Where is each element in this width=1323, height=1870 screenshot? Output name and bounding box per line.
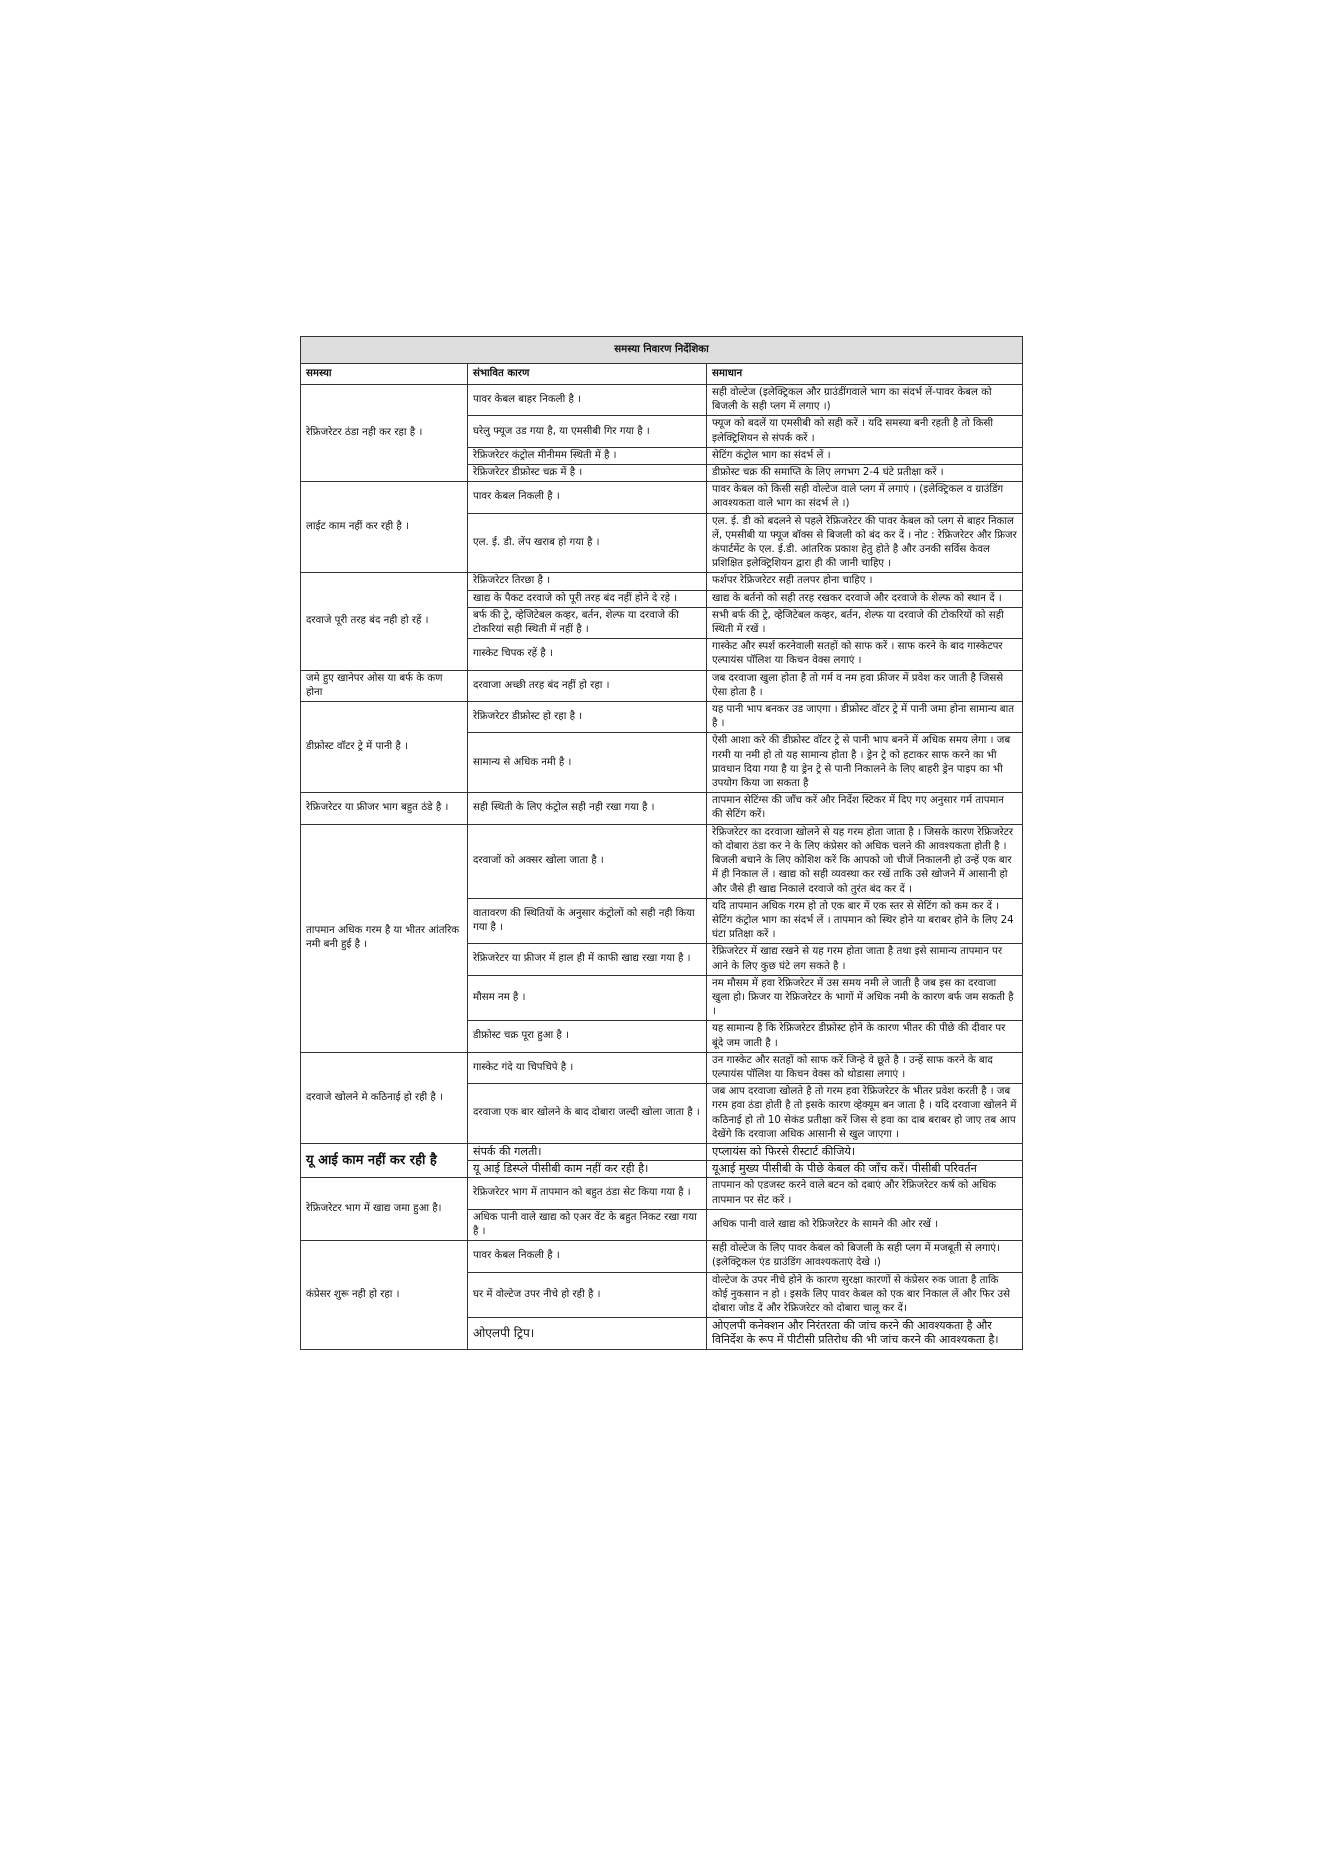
table-row xyxy=(301,573,1023,590)
cause-cell: ओएलपी ट्रिप। xyxy=(468,1318,707,1349)
cause-cell: रेफ्रिजरेटर भाग में तापमान को बहुत ठंडा सेट किया गया है । xyxy=(468,1178,707,1209)
solution-cell: सही वोल्टेज (इलेक्ट्रिकल और ग्राउंडींगवाले भाग का संदर्भ लें-पावर केबल को बिजली के सही प्लग में लगाए ।) xyxy=(707,385,1023,416)
problem-cell: रेफ्रिजरेटर या फ्रीजर भाग बहुत ठंडे है । xyxy=(301,793,468,824)
problem-cell: दरवाजे पूरी तरह बंद नही हो रहें । xyxy=(301,573,468,670)
solution-cell: पावर केबल को किसी सही वोल्टेज वाले प्लग में लगाएं । (इलेक्ट्रिकल व ग्राउंडिंग आवश्यकता वाले भाग का संदर्भ ले ।) xyxy=(707,482,1023,513)
solution-cell: यदि तापमान अधिक गरम हो तो एक बार में एक स्तर से सेटिंग को कम कर दें । सेटिंग कंट्रोल भाग का संदर्भ लें । तापमान को स्थिर होने या बराबर होने के लिए 24 घंटा प्रतिक्षा करें । xyxy=(707,898,1023,944)
solution-cell: सही वोल्टेज के लिए पावर केबल को बिजली के सही प्लग में मजबूती से लगाएं। (इलेक्ट्रिकल एंड ग्राउंडिंग आवश्यकताएं देखे ।) xyxy=(707,1241,1023,1272)
solution-cell: तापमान सेटिंग्स की जाँच करें और निर्देश स्टिकर में दिए गए अनुसार गर्म तापमान की सेटिंग करें। xyxy=(707,793,1023,824)
cause-cell: पावर केबल निकली है । xyxy=(468,1241,707,1272)
problem-cell: यू आई काम नहीं कर रही है xyxy=(301,1143,468,1177)
table-row xyxy=(301,482,1023,513)
problem-cell: डीफ्रोस्ट वॉटर ट्रे में पानी है । xyxy=(301,702,468,793)
problem-cell: रेफ्रिजरेटर भाग में खाद्य जमा हुआ है। xyxy=(301,1178,468,1241)
cause-cell: पावर केबल बाहर निकली है । xyxy=(468,385,707,416)
solution-cell: जब आप दरवाजा खोलते है तो गरम हवा रेफ्रिजरेटर के भीतर प्रवेश करती है । जब गरम हवा ठंडा होती है तो इसके कारण व्हेक्यूम बन जाता है । यदि दरवाजा खोलने में कठिनाई हो तो 10 सेकंड प्रतीक्षा करें जिस से हवा का दाब बराबर हो जाए तब आप देखेंगे कि दरवाजा अधिक आसानी से खुल जाएगा । xyxy=(707,1084,1023,1144)
solution-cell: यह पानी भाप बनकर उड जाएगा । डीफ्रोस्ट वॉटर ट्रे में पानी जमा होना सामान्य बात है । xyxy=(707,702,1023,733)
table-row xyxy=(301,1143,1023,1160)
problem-cell: जमे हुए खानेपर ओस या बर्फ के कण होना xyxy=(301,670,468,701)
solution-cell: ऐसी आशा करे की डीफ्रोस्ट वॉटर ट्रे से पानी भाप बनने में अधिक समय लेगा । जब गरमी या नमी हो तो यह सामान्य होता है । ड्रेन ट्रे को हटाकर साफ करने का भी प्रावधान दिया गया है या ड्रेन ट्रे से पानी निकालने के लिए बाहरी ड्रेन पाइप का भी उपयोग किया जा सकता है xyxy=(707,733,1023,793)
solution-cell: एप्लायंस को फिरसे रीस्टार्ट कीजिये। xyxy=(707,1143,1023,1160)
solution-cell: वोल्टेज के उपर नीचे होने के कारण सुरक्षा कारणों से कंप्रेसर रुक जाता है ताकि कोई नुकसान न हो । इसके लिए पावर केबल को एक बार निकाल लें और फिर उसे दोबारा जोड दें और रेफ्रिजरेटर को दोबारा चालू कर दें। xyxy=(707,1272,1023,1318)
cause-cell: रेफ्रिजरेटर डीफ्रोस्ट चक्र में है । xyxy=(468,465,707,482)
table-row xyxy=(301,702,1023,733)
cause-cell: पावर केबल निकली है । xyxy=(468,482,707,513)
solution-cell: जब दरवाजा खुला होता है तो गर्म व नम हवा फ्रीजर में प्रवेश कर जाती है जिससे ऐसा होता है । xyxy=(707,670,1023,701)
table-row xyxy=(301,1241,1023,1272)
header-cause: संभावित कारण xyxy=(468,364,707,385)
cause-cell: गास्केट चिपक रहें है । xyxy=(468,639,707,670)
table-title: समस्या निवारण निर्देशिका xyxy=(301,337,1023,364)
table-row xyxy=(301,1178,1023,1209)
solution-cell: सभी बर्फ की ट्रे, व्हेजिटेबल कव्हर, बर्तन, शेल्फ या दरवाजे की टोकरियों को सही स्थिती में रखें । xyxy=(707,607,1023,638)
table-header-row xyxy=(301,364,1023,385)
cause-cell: दरवाजों को अक्सर खोला जाता है । xyxy=(468,824,707,898)
solution-cell: अधिक पानी वाले खाद्य को रेफ्रिजरेटर के सामने की ओर रखें । xyxy=(707,1209,1023,1240)
cause-cell: गास्केट गंदे या चिपचिपे है । xyxy=(468,1052,707,1083)
solution-cell: नम मौसम में हवा रेफ्रिजरेटर में उस समय नमी ले जाती है जब इस का दरवाजा खुला हो। फ्रिजर या रेफ्रिजरेटर के भागों में अधिक नमी के कारण बर्फ जम सकती है । xyxy=(707,975,1023,1021)
solution-cell: डीफ्रोस्ट चक्र की समाप्ति के लिए लगभग 2-4 घंटे प्रतीक्षा करें । xyxy=(707,465,1023,482)
solution-cell: रेफ्रिजरेटर में खाद्य रखने से यह गरम होता जाता है तथा इसे सामान्य तापमान पर आने के लिए कुछ घंटे लग सकते है । xyxy=(707,944,1023,975)
table-row xyxy=(301,1052,1023,1083)
cause-cell: संपर्क की गलती। xyxy=(468,1143,707,1160)
cause-cell: मौसम नम है । xyxy=(468,975,707,1021)
cause-cell: खाद्य के पैकट दरवाजे को पूरी तरह बंद नहीं होने दे रहे । xyxy=(468,590,707,607)
solution-cell: रेफ्रिजरेटर का दरवाजा खोलने से यह गरम होता जाता है । जिसके कारण रेफ्रिजरेटर को दोबारा ठंडा कर ने के लिए कंप्रेसर को अधिक चलने की आवश्यकता होती है । बिजली बचाने के लिए कोशिश करें कि आपको जो चीजें निकालनी हो उन्हें एक बार में ही निकाल लें । खाद्य को सही व्यवस्था कर रखें ताकि उसे खोजने में आसानी हो और जैसे ही खाद्य निकाले दरवाजे को तुरंत बंद कर दें । xyxy=(707,824,1023,898)
solution-cell: फ्यूज को बदलें या एमसीबी को सही करें । यदि समस्या बनी रहती है तो किसी इलेक्ट्रिशियन से संपर्क करें । xyxy=(707,416,1023,447)
solution-cell: ओएलपी कनेक्शन और निरंतरता की जांच करने की आवश्यकता है और विनिर्देश के रूप में पीटीसी प्रतिरोध की भी जांच करने की आवश्यकता है। xyxy=(707,1318,1023,1349)
solution-cell: फर्शपर रेफ्रिजरेटर सही तलपर होना चाहिए । xyxy=(707,573,1023,590)
cause-cell: घर में वोल्टेज उपर नीचे हो रही है । xyxy=(468,1272,707,1318)
cause-cell: अधिक पानी वाले खाद्य को एअर वेंट के बहुत निकट रखा गया है । xyxy=(468,1209,707,1240)
cause-cell: दरवाजा एक बार खोलने के बाद दोबारा जल्दी खोला जाता है । xyxy=(468,1084,707,1144)
cause-cell: डीफ्रोस्ट चक्र पूरा हुआ है । xyxy=(468,1021,707,1052)
solution-cell: उन गास्केट और सतहों को साफ करें जिन्हे वे छूते है । उन्हें साफ करने के बाद एल्पायंस पॉलिश या किचन वेक्स को थोडासा लगाएं । xyxy=(707,1052,1023,1083)
problem-cell: कंप्रेसर शुरू नही हो रहा । xyxy=(301,1241,468,1349)
cause-cell: रेफ्रिजरेटर डीफ्रोस्ट हो रहा है । xyxy=(468,702,707,733)
cause-cell: रेफ्रिजरेटर या फ्रीजर में हाल ही में काफी खाद्य रखा गया है । xyxy=(468,944,707,975)
problem-cell: दरवाजे खोलने मे कठिनाई हो रही है । xyxy=(301,1052,468,1143)
solution-cell: तापमान को एडजस्ट करने वाले बटन को दबाएं और रेफ्रिजरेटर कर्ष को अधिक तापमान पर सेट करें । xyxy=(707,1178,1023,1209)
table-row xyxy=(301,793,1023,824)
cause-cell: रेफ्रिजरेटर तिरछा है । xyxy=(468,573,707,590)
solution-cell: एल. ई. डी को बदलने से पहले रेफ्रिजरेटर की पावर केबल को प्लग से बाहर निकाल लें, एमसीबी या फ्यूज बॉक्स से बिजली को बंद कर दें । नोट : रेफ्रिजरेटर और फ्रिजर कंपार्टमेंट के एल. ई.डी. आंतरिक प्रकाश हेतु होते है और उनकी सर्विस केवल प्रशिक्षित इलेक्ट्रिशियन द्वारा ही की जानी चाहिए । xyxy=(707,513,1023,573)
cause-cell: रेफ्रिजरेटर कंट्रोल मीनीमम स्थिती में है । xyxy=(468,447,707,464)
troubleshooting-table xyxy=(300,336,1023,1350)
problem-cell: लाईट काम नहीं कर रही है । xyxy=(301,482,468,573)
troubleshooting-guide xyxy=(300,336,1022,1350)
table-body xyxy=(301,385,1023,1350)
table-title-row xyxy=(301,337,1023,364)
cause-cell: यू आई डिस्प्ले पीसीबी काम नहीं कर रही है। xyxy=(468,1161,707,1178)
problem-cell: तापमान अधिक गरम है या भीतर आंतरिक नमी बनी हुई है । xyxy=(301,824,468,1052)
cause-cell: घरेलु फ्यूज उड गया है, या एमसीबी गिर गया है । xyxy=(468,416,707,447)
problem-cell: रेफ्रिजरेटर ठंडा नही कर रहा है । xyxy=(301,385,468,482)
cause-cell: बर्फ की ट्रे, व्हेजिटेबल कव्हर, बर्तन, शेल्फ या दरवाजे की टोकरियां सही स्थिती में नहीं है । xyxy=(468,607,707,638)
solution-cell: यूआई मुख्य पीसीबी के पीछे केबल की जाँच करें। पीसीबी परिवर्तन xyxy=(707,1161,1023,1178)
cause-cell: एल. ई. डी. लेंप खराब हो गया है । xyxy=(468,513,707,573)
cause-cell: वातावरण की स्थितियों के अनुसार कंट्रोलों को सही नही किया गया है । xyxy=(468,898,707,944)
solution-cell: गास्केट और स्पर्श करनेवाली सतहों को साफ करें । साफ करने के बाद गास्केटपर एल्पायंस पॉलिश या किचन वेक्स लगाएं । xyxy=(707,639,1023,670)
solution-cell: सेटिंग कंट्रोल भाग का संदर्भ लें । xyxy=(707,447,1023,464)
table-row xyxy=(301,824,1023,898)
table-row xyxy=(301,385,1023,416)
solution-cell: यह सामान्य है कि रेफ्रिजरेटर डीफ्रोस्ट होने के कारण भीतर की पीछे की दीवार पर बूंदे जम जाती है । xyxy=(707,1021,1023,1052)
cause-cell: सही स्थिती के लिए कंट्रोल सही नही रखा गया है । xyxy=(468,793,707,824)
cause-cell: सामान्य से अधिक नमी है । xyxy=(468,733,707,793)
table-row xyxy=(301,670,1023,701)
header-problem: समस्या xyxy=(301,364,468,385)
header-solution: समाधान xyxy=(707,364,1023,385)
cause-cell: दरवाजा अच्छी तरह बंद नहीं हो रहा । xyxy=(468,670,707,701)
solution-cell: खाद्य के बर्तनो को सही तरह रखकर दरवाजे और दरवाजे के शेल्फ को स्थान दें । xyxy=(707,590,1023,607)
